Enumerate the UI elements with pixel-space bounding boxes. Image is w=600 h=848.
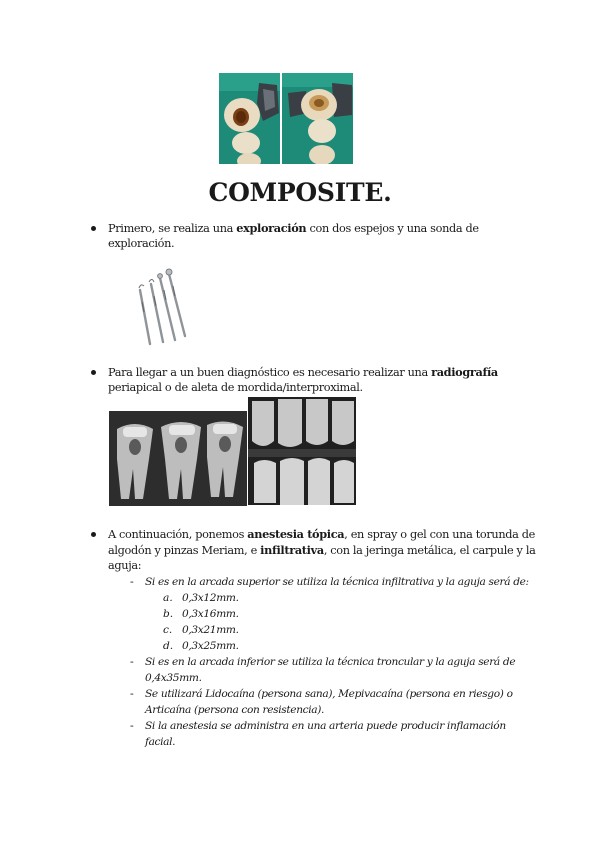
bullet-radiography-line2: periapical o de aleta de mordida/interproximal. xyxy=(108,381,363,394)
bullet-exploration: Primero, se realiza una exploración con dos espejos y una sonda de xyxy=(108,221,479,235)
bullet-anesthesia: A continuación, ponemos anestesia tópica, en spray o gel con una torunda de xyxy=(108,527,536,541)
bullet-anesthesia-line2: algodón y pinzas Meriam, e infiltrativa, con la jeringa metálica, el carpule y la xyxy=(108,543,536,557)
bullet-dot xyxy=(91,226,96,231)
bullet-exploration-line2: exploración. xyxy=(108,237,175,250)
sub-item-artery-warning: Si la anestesia se administra en una arteria puede producir inflamación xyxy=(145,720,506,732)
bullet-dot xyxy=(91,370,96,375)
dash-marker: - xyxy=(130,719,134,732)
dental-instruments-image xyxy=(133,266,193,348)
dash-marker: - xyxy=(130,655,134,668)
sub-item-upper-arch: Si es en la arcada superior se utiliza la técnica infiltrativa y la aguja será de: xyxy=(145,576,529,588)
sub-item-artery-warning-line2: facial. xyxy=(145,736,176,748)
sub-item-lower-arch: Si es en la arcada inferior se utiliza la técnica troncular y la aguja será de xyxy=(145,656,516,668)
needle-size-item: 0,3x12mm. xyxy=(182,592,239,604)
list-marker: d. xyxy=(163,640,174,652)
needle-size-item: 0,3x21mm. xyxy=(182,624,239,636)
bullet-anesthesia-line3: aguja: xyxy=(108,559,142,572)
list-marker: c. xyxy=(163,624,173,636)
sub-item-lower-arch-line2: 0,4x35mm. xyxy=(145,672,202,684)
needle-size-item: 0,3x16mm. xyxy=(182,608,239,620)
sub-item-anesthetics: Se utilizará Lidocaína (persona sana), Mepivacaína (persona en riesgo) o xyxy=(145,688,513,700)
bullet-radiography: Para llegar a un buen diagnóstico es necesario realizar una radiografía xyxy=(108,365,498,379)
needle-size-item: 0,3x25mm. xyxy=(182,640,239,652)
dash-marker: - xyxy=(130,687,134,700)
xray-periapical-image xyxy=(248,397,356,505)
xray-bitewing-image xyxy=(109,411,247,506)
clinical-photo-cavity xyxy=(219,73,280,164)
bullet-dot xyxy=(91,532,96,537)
dash-marker: - xyxy=(130,575,134,588)
list-marker: b. xyxy=(163,608,174,620)
clinical-photo-restoration xyxy=(282,73,353,164)
list-marker: a. xyxy=(163,592,173,604)
sub-item-anesthetics-line2: Articaína (persona con resistencia). xyxy=(145,704,325,716)
page-title: COMPOSITE. xyxy=(208,178,392,207)
